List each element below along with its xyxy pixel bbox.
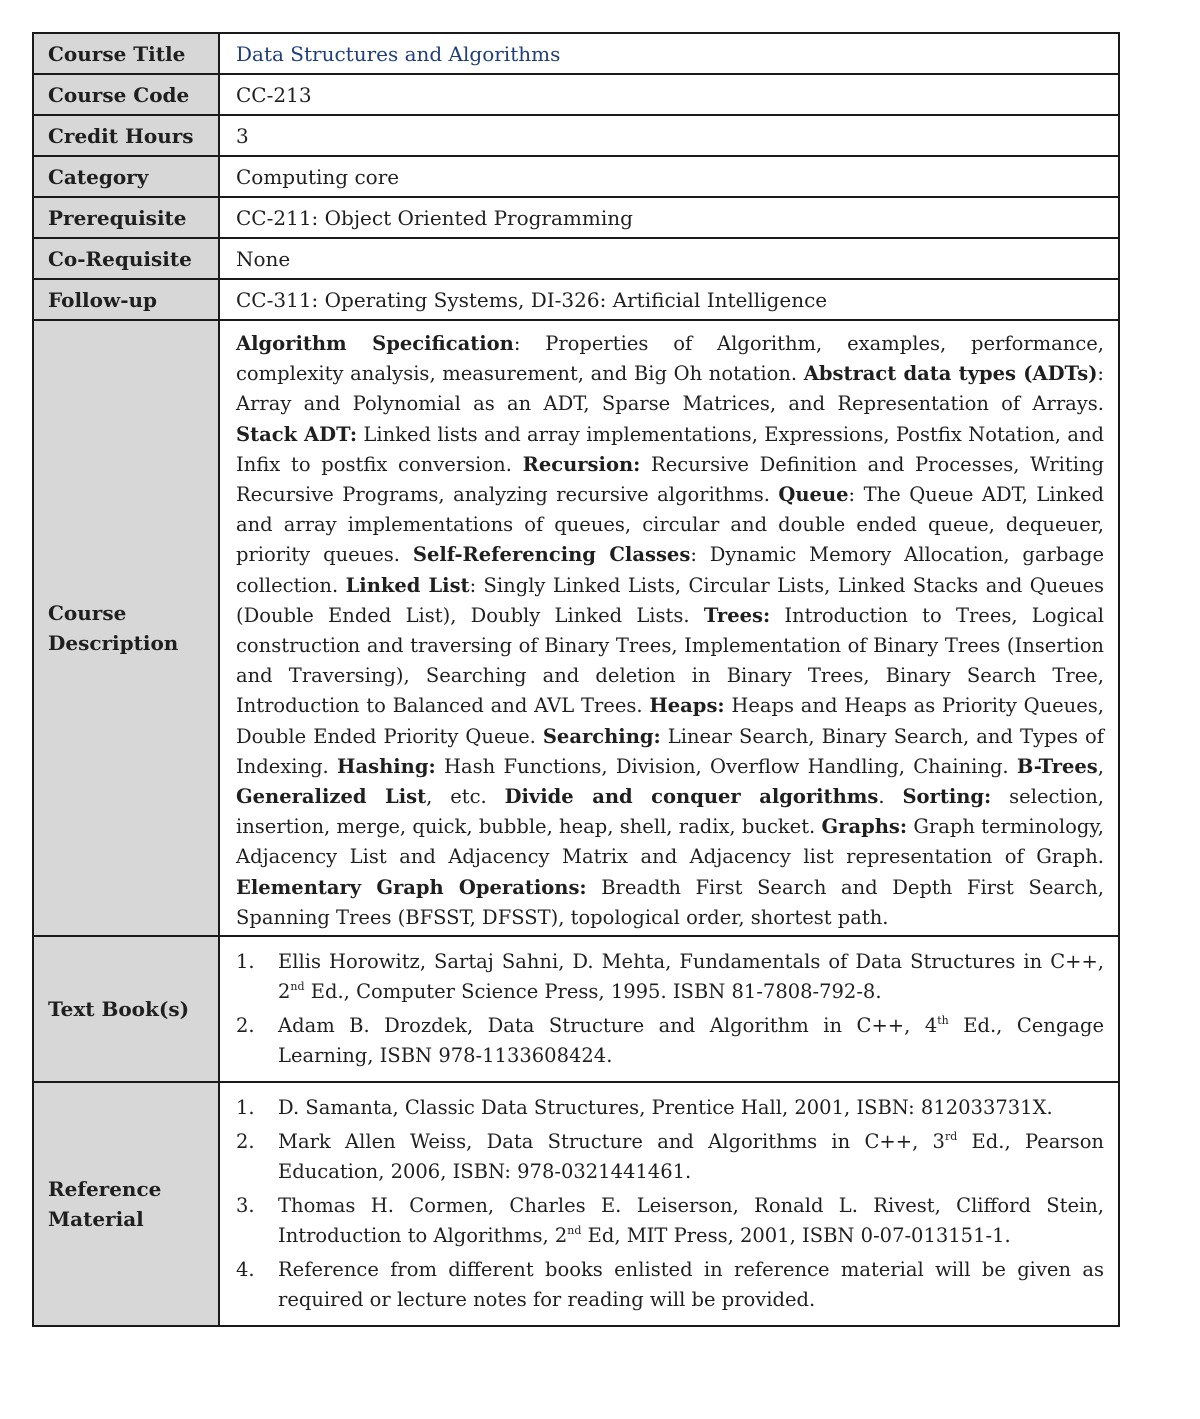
row-credit-hours [33,115,1119,156]
description-topic-heading: Generalized List [236,785,427,809]
textbook-item [236,1011,1104,1071]
corequisite-value: None [219,238,1119,279]
credit-hours-label: Credit Hours [33,115,219,156]
row-followup [33,279,1119,320]
description-topic-heading: Divide and conquer algorithms [504,785,879,809]
description-topic-heading: Heaps: [649,694,725,718]
reference-item-text: Reference from different books enlisted in reference material will be given as required or lecture notes for reading will be provided. [278,1258,1104,1312]
textbooks-label: Text Book(s) [33,936,219,1082]
textbook-item-text: Ed., Cengage Learning, ISBN 978-1133608424. [278,1014,1104,1068]
reference-item-text: Mark Allen Weiss, Data Structure and Algorithms in C++, 3 [278,1130,945,1154]
ordinal-suffix: nd [567,1224,582,1238]
reference-item [236,1255,1104,1315]
description-topic-heading: B-Trees [1016,754,1098,778]
description-text-segment: : Singly Linked Lists, Circular Lists, Linked Stacks and Queues (Double Ended List), Doubly Linked Lists. [236,573,1104,627]
course-title-value: Data Structures and Algorithms [219,33,1119,74]
course-code-label: Course Code [33,74,219,115]
course-description-label-line2: Description [48,631,179,656]
description-text-segment: , etc. [426,785,505,809]
reference-item-text: Ed., Pearson Education, 2006, ISBN: 978-0321441461. [278,1130,1104,1184]
textbook-item-text: Ed., Computer Science Press, 1995. ISBN 81-7808-792-8. [304,980,882,1004]
description-topic-heading: Searching: [542,724,661,748]
description-text-segment: Graph terminology, Adjacency List and Adjacency Matrix and Adjacency list representation of Graph. [236,815,1104,869]
description-topic-heading: Stack ADT: [236,422,358,446]
prerequisite-value: CC-211: Object Oriented Programming [219,197,1119,238]
course-description-label-line1: Course [48,601,127,626]
prerequisite-label: Prerequisite [33,197,219,238]
textbook-item-text: Ellis Horowitz, Sartaj Sahni, D. Mehta, Fundamentals of Data Structures in C++, 2 [278,950,1104,1004]
reference-list [236,1093,1104,1315]
description-topic-heading: Algorithm Specification [236,332,514,355]
corequisite-label: Co-Requisite [33,238,219,279]
course-title-label: Course Title [33,33,219,74]
course-code-value: CC-213 [219,74,1119,115]
description-topic-heading: Abstract data types (ADTs) [803,362,1098,386]
credit-hours-value: 3 [219,115,1119,156]
reference-material-label-line1: Reference [48,1177,162,1202]
description-topic-heading: Self-Referencing Classes [412,543,691,567]
description-text-segment: : Dynamic Memory Allocation, garbage collection. [236,543,1104,597]
row-corequisite [33,238,1119,279]
course-outline-table [32,32,1120,1327]
description-topic-heading: Recursion: [522,452,641,476]
category-label: Category [33,156,219,197]
ordinal-suffix: rd [944,1130,958,1144]
followup-value: CC-311: Operating Systems, DI-326: Artificial Intelligence [219,279,1119,320]
description-text-segment: , [1097,754,1104,778]
row-textbooks [33,936,1119,1082]
reference-item-number: 2. [236,1130,255,1154]
course-description-text [219,320,1119,936]
textbooks-list-cell [219,936,1119,1082]
description-topic-heading: Trees: [703,603,771,627]
description-text-segment: . [878,785,903,809]
row-course-description [33,320,1119,936]
description-text-segment: Breadth First Search and Depth First Search, Spanning Trees (BFSST, DFSST), topological order, shortest path. [236,875,1104,929]
description-text-segment: Linked lists and array implementations, Expressions, Postfix Notation, and Infix to postfix conversion. [236,422,1104,476]
reference-item-text: D. Samanta, Classic Data Structures, Prentice Hall, 2001, ISBN: 812033731X. [278,1096,1053,1120]
row-reference-material [33,1082,1119,1326]
ordinal-suffix: nd [290,980,305,994]
description-text-segment: selection, insertion, merge, quick, bubble, heap, shell, radix, bucket. [236,785,1104,839]
textbook-item-number: 2. [236,1014,255,1038]
reference-item [236,1191,1104,1251]
reference-list-cell [219,1082,1119,1326]
description-topic-heading: Hashing: [337,754,436,778]
reference-item-number: 1. [236,1096,255,1120]
reference-item-number: 3. [236,1194,255,1218]
reference-item-text: Thomas H. Cormen, Charles E. Leiserson, Ronald L. Rivest, Clifford Stein, Introduction to Algorithms, 2 [278,1194,1104,1248]
row-course-code [33,74,1119,115]
textbook-item-text: Adam B. Drozdek, Data Structure and Algorithm in C++, 4 [278,1014,938,1038]
row-prerequisite [33,197,1119,238]
textbook-item [236,947,1104,1007]
description-topic-heading: Sorting: [902,785,992,809]
textbook-item-number: 1. [236,950,255,974]
course-description-label [33,320,219,936]
textbooks-list [236,947,1104,1071]
description-text-segment: : Array and Polynomial as an ADT, Sparse Matrices, and Representation of Arrays. [236,362,1104,416]
row-category [33,156,1119,197]
reference-item [236,1127,1104,1187]
ordinal-suffix: th [937,1014,949,1028]
reference-material-label [33,1082,219,1326]
description-text-segment: : Properties of Algorithm, examples, performance, complexity analysis, measurement, and Big Oh notation. [236,332,1104,386]
description-text-segment: Heaps and Heaps as Priority Queues, Double Ended Priority Queue. [236,694,1104,748]
description-topic-heading: Elementary Graph Operations: [236,875,587,899]
reference-item [236,1093,1104,1123]
reference-item-number: 4. [236,1258,255,1282]
followup-label: Follow-up [33,279,219,320]
description-topic-heading: Graphs: [821,815,908,839]
category-value: Computing core [219,156,1119,197]
description-text-segment: : The Queue ADT, Linked and array implementations of queues, circular and double ended queue, dequeuer, priority queues. [236,483,1104,567]
reference-item-text: Ed, MIT Press, 2001, ISBN 0-07-013151-1. [581,1224,1011,1248]
description-topic-heading: Queue [778,483,849,507]
description-text-segment: Hash Functions, Division, Overflow Handling, Chaining. [435,754,1017,778]
row-course-title [33,33,1119,74]
reference-material-label-line2: Material [48,1207,144,1232]
description-text-segment: Linear Search, Binary Search, and Types of Indexing. [236,724,1105,778]
description-text-segment: Recursive Definition and Processes, Writing Recursive Programs, analyzing recursive algorithms. [236,452,1105,507]
description-text-segment: Introduction to Trees, Logical construction and traversing of Binary Trees, Implementation of Binary Trees (Insertion and Traversing), Searching and deletion in Binary Trees, Binary Search Tree, Introduction to Balanced and AVL Trees. [236,603,1104,718]
description-topic-heading: Linked List [345,573,470,597]
